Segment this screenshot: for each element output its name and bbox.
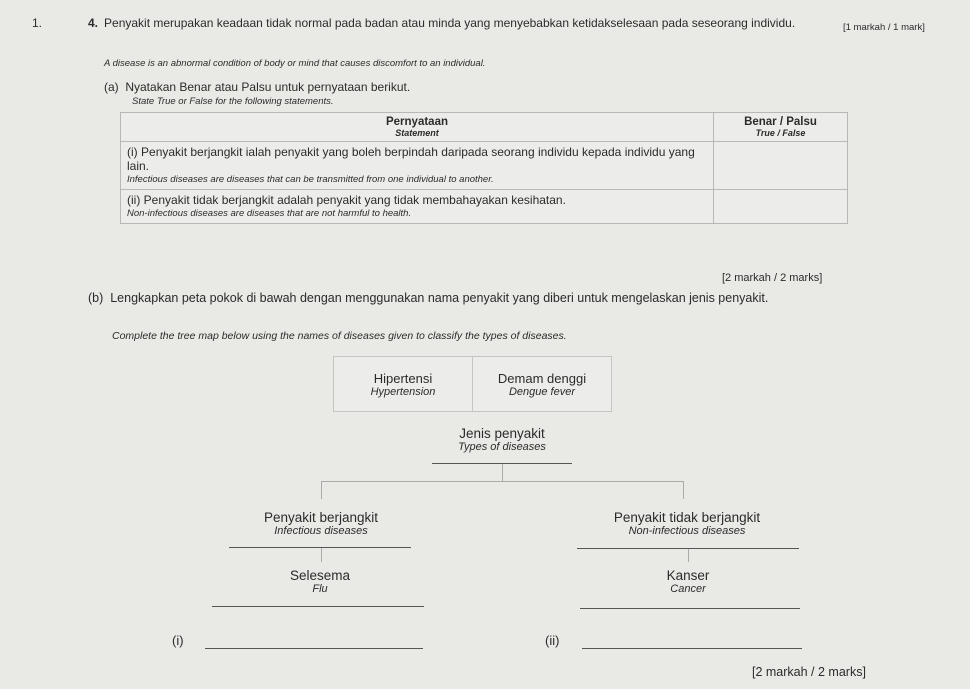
- left-category-underline: [229, 547, 411, 548]
- part-b-instruction-en: Complete the tree map below using the names of diseases given to classify the types of diseases.: [112, 330, 567, 342]
- tree-branch-line: [321, 481, 683, 482]
- right-example-ms: Kanser: [666, 568, 710, 583]
- header-answer: [714, 113, 848, 142]
- left-category-ms: Penyakit berjangkit: [263, 510, 379, 525]
- table-row: [121, 190, 848, 224]
- part-a-marks: [2 markah / 2 marks]: [722, 272, 823, 284]
- statement-text: Penyakit berjangkit ialah penyakit yang boleh berpindah daripada seorang individu kepada individu yang lain.: [127, 145, 695, 173]
- table-row: [121, 142, 848, 190]
- given-disease: [472, 357, 611, 411]
- question-marks: [1 markah / 1 mark]: [843, 22, 925, 33]
- blank-label-right: (ii): [545, 633, 560, 648]
- statement-text: Penyakit tidak berjangkit adalah penyakit yang tidak membahayakan kesihatan.: [143, 193, 566, 207]
- tree-left-category: [210, 510, 432, 537]
- header-answer-en: True / False: [755, 128, 806, 138]
- question-text-en: A disease is an abnormal condition of body or mind that causes discomfort to an individual.: [104, 58, 486, 69]
- left-example-underline: [212, 606, 424, 607]
- right-example: [598, 568, 778, 595]
- tree-right-category: [560, 510, 814, 537]
- statement-cell: [121, 190, 714, 224]
- part-a-instruction-ms: Nyatakan Benar atau Palsu untuk pernyataan berikut.: [125, 80, 411, 94]
- statement-label: (i): [127, 145, 138, 159]
- right-category-ms: Penyakit tidak berjangkit: [613, 510, 761, 525]
- right-example-en: Cancer: [670, 583, 706, 595]
- question-text-ms: Penyakit merupakan keadaan tidak normal pada badan atau minda yang menyebabkan ketidakselesaan pada seseorang individu.: [104, 16, 796, 30]
- part-a-instruction: [104, 80, 410, 94]
- header-statement-ms: Pernyataan: [385, 116, 448, 128]
- question-number: 4.: [88, 16, 99, 30]
- tree-root-ms: Jenis penyakit: [459, 426, 545, 441]
- tree-connector: [502, 464, 503, 481]
- left-example-ms: Selesema: [289, 568, 351, 583]
- part-b-instruction-ms: Lengkapkan peta pokok di bawah dengan menggunakan nama penyakit yang diberi untuk mengelaskan jenis penyakit.: [110, 291, 769, 305]
- tree-root-en: Types of diseases: [458, 441, 546, 453]
- header-statement: [121, 113, 714, 142]
- right-example-underline: [580, 608, 800, 609]
- given-disease: [334, 357, 472, 411]
- left-example-en: Flu: [312, 583, 328, 595]
- blank-label-left: (i): [172, 633, 184, 648]
- tree-root: [402, 426, 602, 453]
- statement-table: [120, 112, 848, 224]
- statement-ms: [127, 145, 707, 173]
- given-disease-en: Hypertension: [370, 385, 436, 398]
- given-disease-ms: Demam denggi: [497, 370, 587, 386]
- answer-cell[interactable]: [714, 142, 848, 190]
- table-header-row: [121, 113, 848, 142]
- tree-connector: [321, 548, 322, 562]
- statement-label: (ii): [127, 193, 141, 207]
- answer-cell[interactable]: [714, 190, 848, 224]
- given-diseases-box: [333, 356, 612, 412]
- tree-connector: [321, 481, 322, 499]
- part-a-instruction-en: State True or False for the following statements.: [132, 96, 334, 107]
- question-text: [88, 16, 823, 31]
- given-disease-ms: Hipertensi: [373, 370, 433, 386]
- header-answer-ms: Benar / Palsu: [744, 116, 817, 128]
- statement-en: Infectious diseases are diseases that can be transmitted from one individual to another.: [127, 174, 494, 185]
- page-number: 1.: [32, 16, 43, 30]
- header-statement-en: Statement: [395, 128, 439, 138]
- tree-connector: [688, 549, 689, 562]
- part-b-marks: [2 markah / 2 marks]: [752, 665, 866, 679]
- statement-ms: [127, 193, 707, 207]
- right-category-en: Non-infectious diseases: [628, 525, 746, 537]
- left-category-en: Infectious diseases: [274, 525, 368, 537]
- statement-cell: [121, 142, 714, 190]
- part-b-label: (b): [88, 291, 104, 305]
- part-a-label: (a): [104, 80, 119, 94]
- answer-blank-left[interactable]: [205, 648, 423, 649]
- tree-connector: [683, 481, 684, 499]
- statement-en: Non-infectious diseases are diseases that are not harmful to health.: [127, 208, 412, 219]
- part-b-instruction: [88, 290, 868, 307]
- left-example: [230, 568, 410, 595]
- answer-blank-right[interactable]: [582, 648, 802, 649]
- given-disease-en: Dengue fever: [508, 385, 576, 398]
